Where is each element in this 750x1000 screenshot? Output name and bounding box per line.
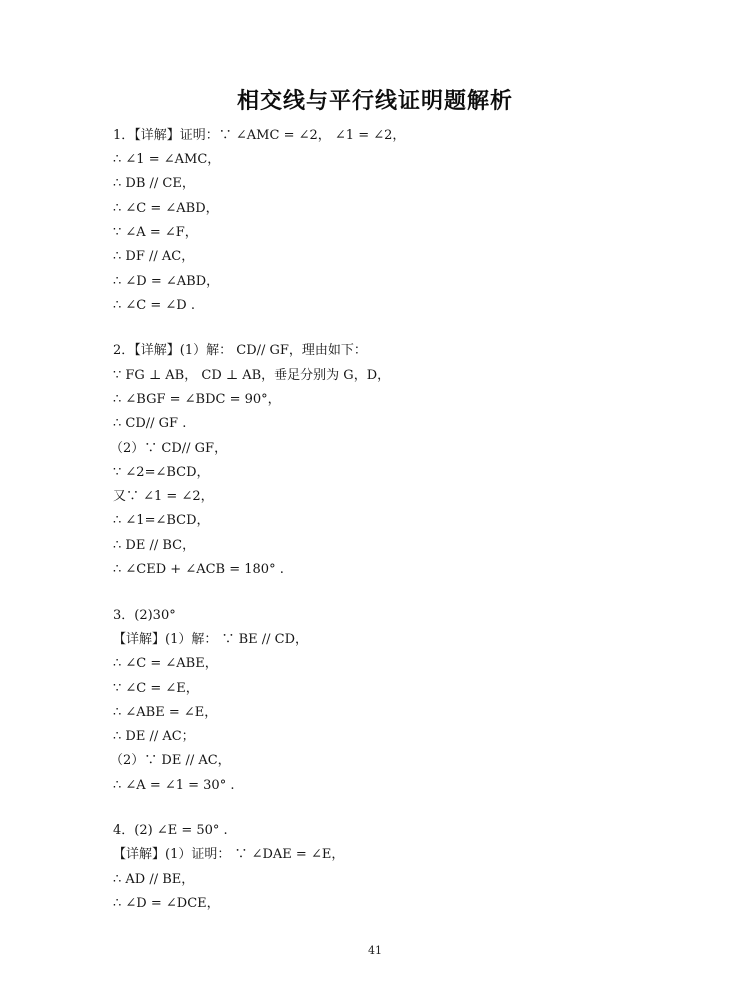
section-4-line-1: 4．(2) ∠E = 50° . xyxy=(113,823,228,838)
section-2-line-5: （2）∵ CD// GF， xyxy=(110,441,228,456)
section-3-line-6: ∴ DE // AC； xyxy=(113,729,195,744)
page-number: 41 xyxy=(368,944,382,957)
section-2-line-1: 2．【详解】(1）解： CD// GF，理由如下： xyxy=(113,343,367,358)
section-4-line-4: ∴ ∠D = ∠DCE， xyxy=(113,896,220,911)
section-3-line-3: ∴ ∠C = ∠ABE， xyxy=(113,656,218,671)
section-4-line-2: 【详解】(1）证明： ∵ ∠DAE = ∠E， xyxy=(113,847,345,862)
section-1-line-6: ∴ DF // AC， xyxy=(113,249,195,264)
section-1-line-2: ∴ ∠1 = ∠AMC， xyxy=(113,152,221,167)
section-2-line-10: ∴ ∠CED + ∠ACB = 180° . xyxy=(113,562,284,577)
section-2-line-7: 又∵ ∠1 = ∠2， xyxy=(113,489,214,504)
section-2-line-4: ∴ CD// GF . xyxy=(113,416,187,431)
section-3-line-2: 【详解】(1）解： ∵ BE // CD， xyxy=(113,632,309,647)
section-3-line-1: 3．(2)30° xyxy=(113,608,176,623)
section-1-line-7: ∴ ∠D = ∠ABD， xyxy=(113,274,220,289)
section-3-line-4: ∵ ∠C = ∠E， xyxy=(113,681,199,696)
section-1-line-8: ∴ ∠C = ∠D . xyxy=(113,298,195,313)
section-2-line-8: ∴ ∠1=∠BCD， xyxy=(113,513,210,528)
page-title: 相交线与平行线证明题解析 xyxy=(236,89,513,114)
section-3-line-5: ∴ ∠ABE = ∠E， xyxy=(113,705,218,720)
section-1-line-1: 1．【详解】证明：∵ ∠AMC = ∠2， ∠1 = ∠2， xyxy=(113,128,406,143)
section-1-line-4: ∴ ∠C = ∠ABD， xyxy=(113,201,219,216)
section-2-line-9: ∴ DE // BC， xyxy=(113,538,196,553)
section-2-line-2: ∵ FG ⊥ AB， CD ⊥ AB，垂足分别为 G，D， xyxy=(113,368,391,383)
section-2-line-6: ∵ ∠2=∠BCD， xyxy=(113,465,210,480)
section-3-line-8: ∴ ∠A = ∠1 = 30° . xyxy=(113,778,235,793)
section-1-line-5: ∵ ∠A = ∠F， xyxy=(113,225,198,240)
section-2-line-3: ∴ ∠BGF = ∠BDC = 90°， xyxy=(113,392,281,407)
section-1-line-3: ∴ DB // CE， xyxy=(113,176,195,191)
section-4-line-3: ∴ AD // BE， xyxy=(113,872,195,887)
section-3-line-7: （2）∵ DE // AC， xyxy=(110,753,231,768)
